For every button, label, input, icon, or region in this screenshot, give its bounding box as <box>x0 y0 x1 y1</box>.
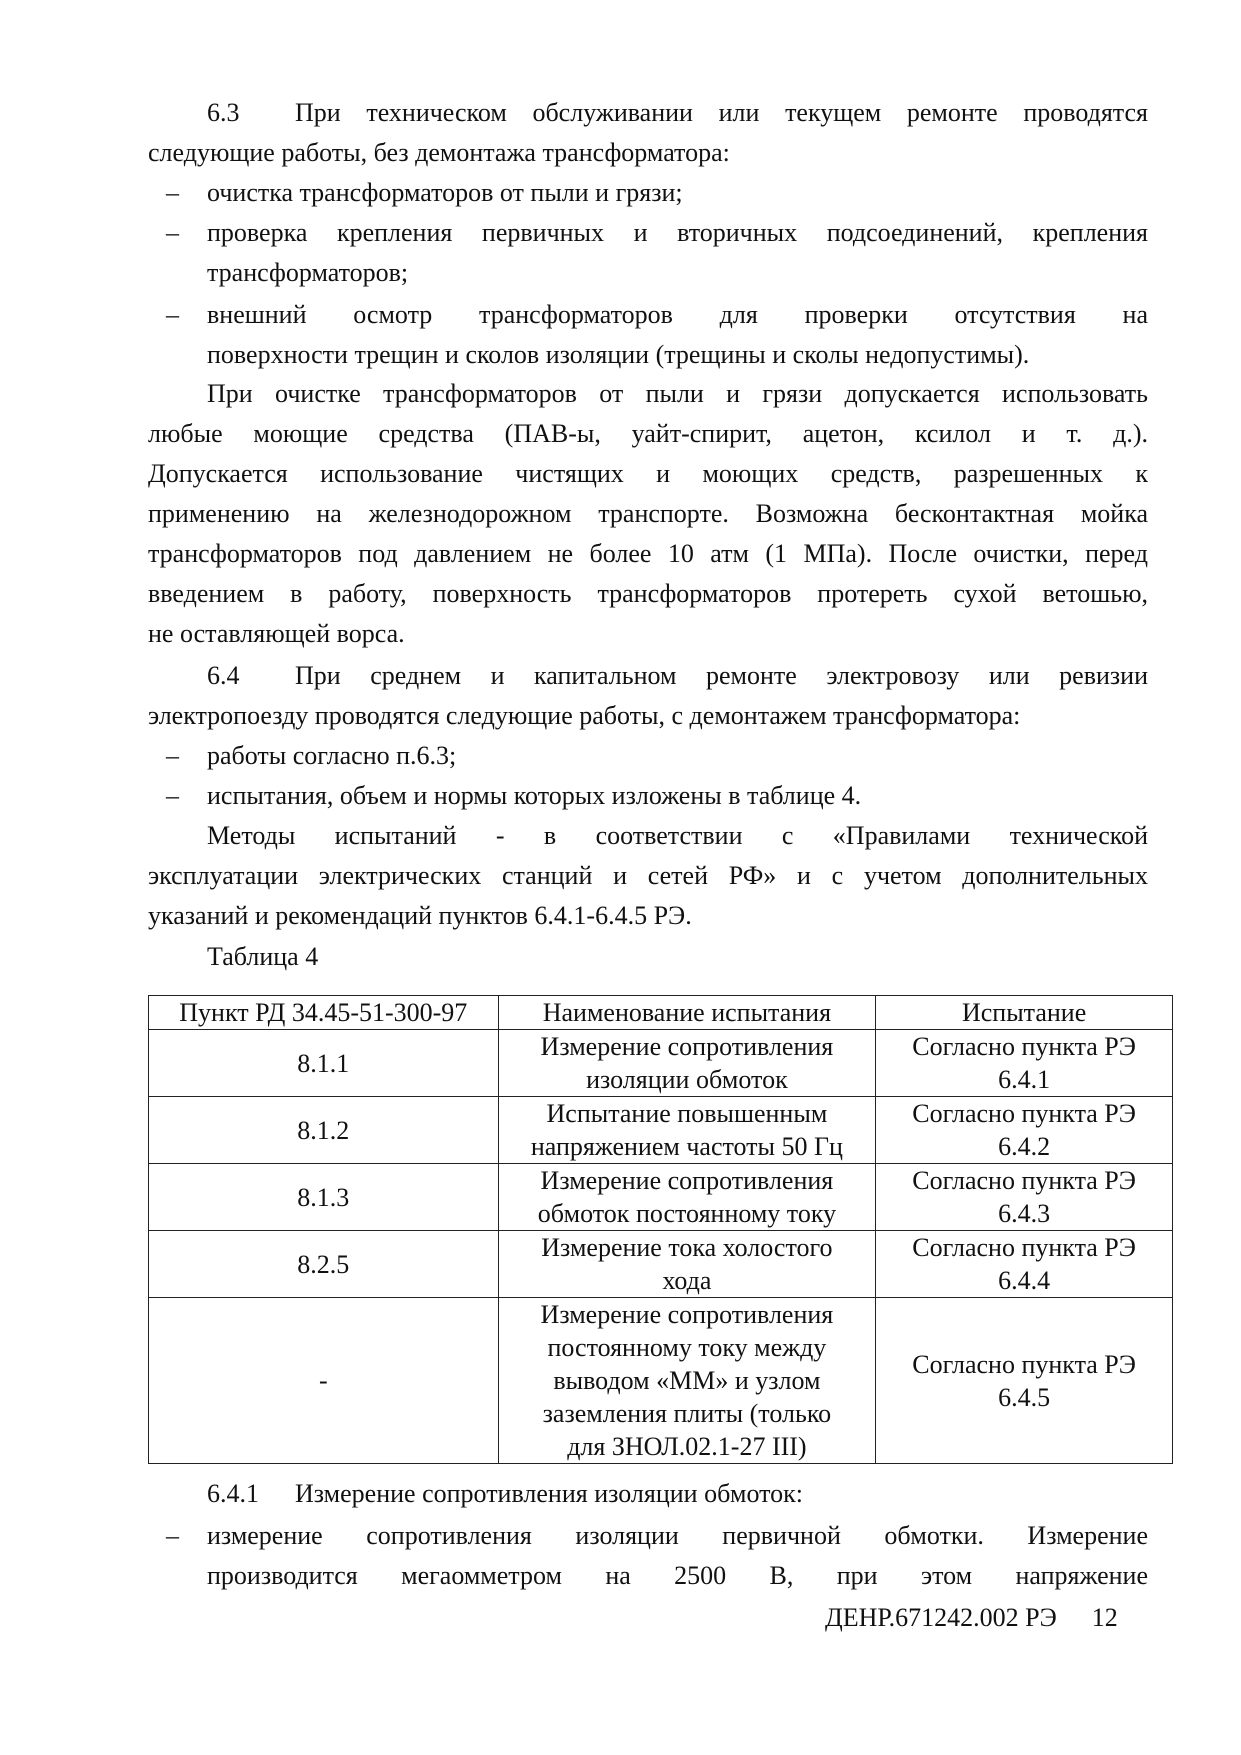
point-cell: 8.2.5 <box>149 1231 499 1298</box>
cell-line: заземления плиты (только <box>542 1399 832 1428</box>
cell-line: изоляции обмоток <box>586 1065 788 1094</box>
list-item <box>148 213 1148 293</box>
column-header: Пункт РД 34.45-51-300-97 <box>149 996 499 1030</box>
cell-line: хода <box>662 1266 712 1295</box>
column-header: Наименование испытания <box>498 996 876 1030</box>
cell-line: выводом «ММ» и узлом <box>553 1366 821 1395</box>
list-item-text: работы согласно п.6.3; <box>207 741 457 770</box>
table-row <box>149 1231 1173 1298</box>
section-6-4-1 <box>148 1474 1148 1514</box>
list-item <box>148 173 1148 213</box>
cell-line: для ЗНОЛ.02.1-27 III) <box>567 1432 807 1461</box>
table-row <box>149 1030 1173 1097</box>
list-item-text: внешний осмотр трансформаторов для проверки отсутствия на <box>207 300 1148 329</box>
section-number: 6.4.1 <box>207 1479 259 1508</box>
section-6-3 <box>148 93 1148 173</box>
paragraph-line: любые моющие средства (ПАВ-ы, уайт-спирит, ацетон, ксилол и т. д.). <box>148 419 1148 448</box>
cell-line: Согласно пункта РЭ <box>912 1166 1136 1195</box>
point-cell: - <box>149 1298 499 1464</box>
list-item-text: трансформаторов; <box>207 258 409 287</box>
table-row <box>149 1298 1173 1464</box>
table-row <box>149 1164 1173 1231</box>
cell-line: 6.4.5 <box>998 1382 1051 1412</box>
list-item <box>148 736 1148 776</box>
cell-line: 6.4.2 <box>998 1132 1051 1161</box>
cell-line: Измерение сопротивления <box>540 1166 834 1195</box>
paragraph-line <box>148 93 1148 133</box>
test-ref-cell <box>876 1298 1173 1464</box>
paragraph-line: применению на железнодорожном транспорте. Возможна бесконтактная мойка <box>148 499 1148 528</box>
test-name-cell <box>498 1030 876 1097</box>
cell-line: Измерение сопротивления <box>540 1300 834 1329</box>
cell-line: Испытание повышенным <box>546 1099 828 1128</box>
point-cell: 8.1.1 <box>149 1030 499 1097</box>
paragraph-line: указаний и рекомендаций пунктов 6.4.1-6.4.5 РЭ. <box>148 901 692 930</box>
cell-line: 6.4.1 <box>998 1065 1051 1094</box>
cell-line: Согласно пункта РЭ <box>912 1032 1136 1061</box>
column-header: Испытание <box>876 996 1173 1030</box>
paragraph-line: Допускается использование чистящих и моющих средств, разрешенных к <box>148 459 1148 488</box>
list-item <box>148 295 1148 375</box>
list-item-text: очистка трансформаторов от пыли и грязи; <box>207 178 683 207</box>
test-ref-cell <box>876 1030 1173 1097</box>
list-item <box>148 776 1148 816</box>
dash-bullet-icon: – <box>166 741 179 770</box>
dash-bullet-icon: – <box>166 218 179 247</box>
section-number: 6.3 <box>207 98 240 127</box>
test-ref-cell <box>876 1164 1173 1231</box>
test-ref-cell <box>876 1231 1173 1298</box>
test-ref-cell <box>876 1097 1173 1164</box>
table-header-row <box>149 996 1173 1030</box>
dash-bullet-icon: – <box>166 1521 179 1550</box>
paragraph-line: не оставляющей ворса. <box>148 619 405 648</box>
dash-bullet-icon: – <box>166 781 179 810</box>
dash-bullet-icon: – <box>166 178 179 207</box>
paragraph-line: трансформаторов под давлением не более 10 атм (1 МПа). После очистки, перед <box>148 539 1148 568</box>
list-item-text: поверхности трещин и сколов изоляции (трещины и сколы недопустимы). <box>207 340 1030 369</box>
cleaning-paragraph <box>148 374 1148 654</box>
cell-line: 6.4.3 <box>998 1199 1051 1228</box>
cell-line: Измерение сопротивления <box>540 1032 834 1061</box>
list-item-text: производится мегаомметром на 2500 В, при этом напряжение <box>207 1561 1148 1590</box>
dash-bullet-icon: – <box>166 300 179 329</box>
list-item-text: измерение сопротивления изоляции первичной обмотки. Измерение <box>207 1521 1148 1550</box>
cell-line: Согласно пункта РЭ <box>912 1099 1136 1128</box>
paragraph-line: следующие работы, без демонтажа трансформатора: <box>148 138 730 167</box>
section-number: 6.4 <box>207 661 240 690</box>
cell-line: постоянному току между <box>547 1333 827 1362</box>
paragraph-line: Методы испытаний - в соответствии с «Правилами технической <box>207 821 1148 850</box>
test-name-cell <box>498 1231 876 1298</box>
list-item-text: проверка крепления первичных и вторичных подсоединений, крепления <box>207 218 1148 247</box>
section-6-4 <box>148 656 1148 736</box>
paragraph-line: При очистке трансформаторов от пыли и грязи допускается использовать <box>207 379 1148 408</box>
list-item <box>148 1516 1148 1596</box>
table-row <box>149 1097 1173 1164</box>
text: Измерение сопротивления изоляции обмоток: <box>295 1479 804 1508</box>
list-item-text: испытания, объем и нормы которых изложены в таблице 4. <box>207 781 862 810</box>
text: При техническом обслуживании или текущем ремонте проводятся <box>295 98 1148 127</box>
test-name-cell <box>498 1097 876 1164</box>
table-caption <box>148 937 1148 977</box>
text: При среднем и капитальном ремонте электровозу или ревизии <box>295 661 1148 690</box>
paragraph-line: эксплуатации электрических станций и сетей РФ» и с учетом дополнительных <box>148 861 1148 890</box>
paragraph-line <box>148 656 1148 696</box>
methods-paragraph <box>148 816 1148 936</box>
point-cell: 8.1.3 <box>149 1164 499 1231</box>
test-name-cell <box>498 1164 876 1231</box>
paragraph-line <box>148 1474 1148 1514</box>
cell-line: напряжением частоты 50 Гц <box>530 1132 843 1161</box>
page-footer <box>825 1598 1118 1638</box>
cell-line: Согласно пункта РЭ <box>912 1233 1136 1262</box>
cell-line: Согласно пункта РЭ <box>912 1349 1136 1379</box>
cell-line: обмоток постоянному току <box>537 1199 837 1228</box>
cell-line: Измерение тока холостого <box>541 1233 833 1262</box>
caption-text: Таблица 4 <box>207 942 319 971</box>
document-code: ДЕНР.671242.002 РЭ <box>825 1603 1057 1632</box>
cell-line: 6.4.4 <box>998 1266 1051 1295</box>
paragraph-line: введением в работу, поверхность трансформаторов протереть сухой ветошью, <box>148 579 1148 608</box>
table-4 <box>148 995 1173 1464</box>
point-cell: 8.1.2 <box>149 1097 499 1164</box>
test-name-cell <box>498 1298 876 1464</box>
paragraph-line: электропоезду проводятся следующие работы, с демонтажем трансформатора: <box>148 701 1021 730</box>
page-number: 12 <box>1091 1603 1118 1632</box>
